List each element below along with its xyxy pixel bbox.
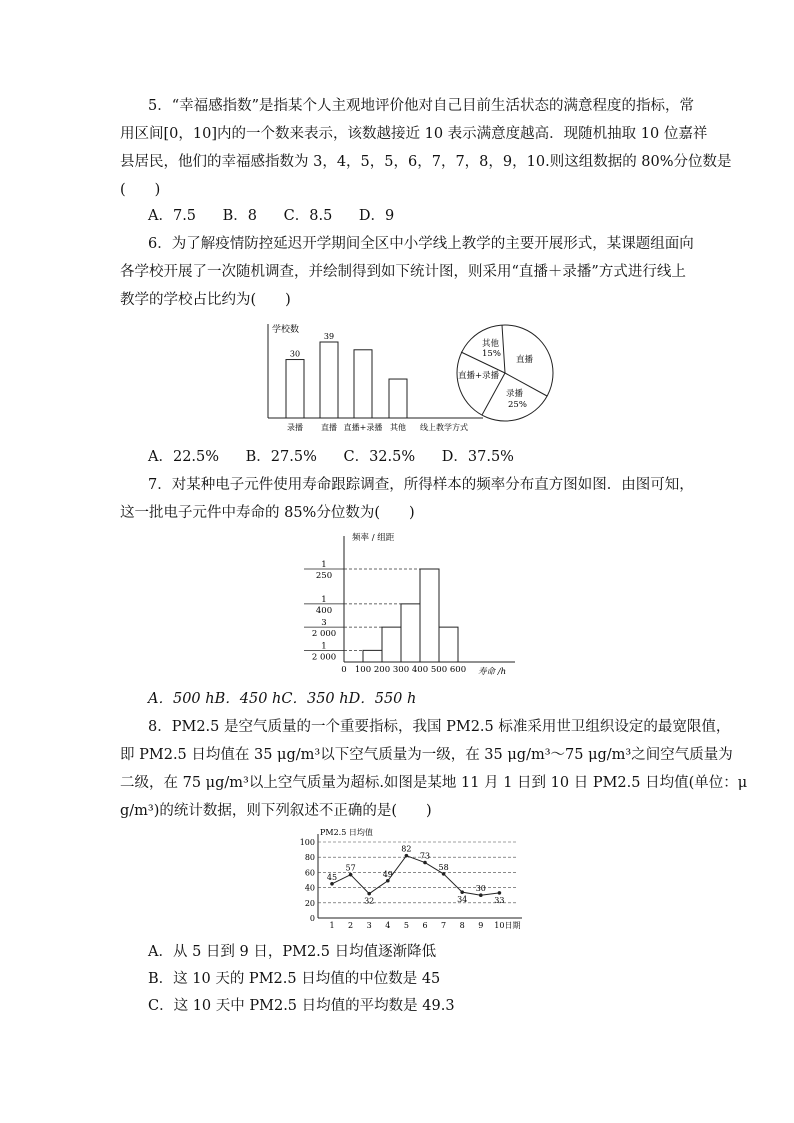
hist-xtick-3: 300 bbox=[392, 665, 410, 675]
q5-line-2: 用区间[0，10]内的一个数来表示，该数越接近 10 表示满意度越高．现随机抽取 10 位嘉祥 bbox=[120, 126, 708, 142]
line-ytick-2: 40 bbox=[304, 883, 315, 893]
line-value-label-2: 32 bbox=[364, 896, 375, 906]
hist-xtick-2: 200 bbox=[373, 665, 391, 675]
line-series bbox=[332, 856, 499, 896]
hist-bar-1 bbox=[382, 627, 401, 662]
line-xtick-5: 6 bbox=[422, 921, 428, 930]
line-value-label-7: 34 bbox=[457, 895, 468, 905]
line-xtick-3: 4 bbox=[385, 921, 391, 930]
q6-line-1: 6．为了解疫情防控延迟开学期间全区中小学线上教学的主要开展形式，某课题组面向 bbox=[148, 236, 694, 252]
q6-option-b: B．27.5% bbox=[245, 449, 317, 465]
pie-label-recorded: 录播 bbox=[506, 389, 524, 399]
line-ytick-4: 80 bbox=[304, 853, 315, 863]
q8-option-c: C．这 10 天中 PM2.5 日均值的平均数是 49.3 bbox=[148, 998, 455, 1014]
q6-option-c: C．32.5% bbox=[343, 449, 416, 465]
line-value-label-1: 57 bbox=[345, 863, 356, 873]
hist-ytick-num-3: 1 bbox=[321, 560, 327, 570]
line-ytick-0: 0 bbox=[309, 914, 315, 923]
line-point-7 bbox=[460, 890, 464, 894]
line-value-label-0: 45 bbox=[326, 872, 338, 882]
line-xtick-1: 2 bbox=[348, 921, 354, 930]
hist-bar-3 bbox=[420, 569, 439, 662]
line-value-label-4: 82 bbox=[401, 844, 412, 854]
q7-line-2: 这一批电子元件中寿命的 85%分位数为( ) bbox=[120, 505, 415, 521]
school-pie-chart bbox=[450, 318, 560, 428]
line-point-6 bbox=[442, 872, 446, 876]
hist-ytick-den-2: 400 bbox=[315, 605, 333, 616]
line-value-label-6: 58 bbox=[438, 862, 449, 872]
bar1-bar-0 bbox=[286, 360, 304, 418]
hist-ytick-num-2: 1 bbox=[321, 594, 327, 605]
hist-bar-0 bbox=[363, 650, 382, 662]
hist-ytick-den-0: 2 000 bbox=[311, 652, 337, 663]
line-point-2 bbox=[367, 892, 371, 896]
q6-line-3: 教学的学校占比约为( ) bbox=[120, 292, 291, 308]
hist-xtick-1: 100 bbox=[354, 665, 372, 675]
line-point-8 bbox=[479, 893, 483, 897]
q5-option-b: B．8 bbox=[222, 208, 258, 224]
q5-option-d: D．9 bbox=[358, 208, 395, 224]
q5-option-c: C．8.5 bbox=[283, 208, 333, 224]
line-xtick-4: 5 bbox=[403, 921, 409, 930]
q6-option-a: A．22.5% bbox=[148, 449, 220, 465]
bar1-value-label-1: 39 bbox=[323, 332, 335, 341]
hist-title: 频率 / 组距 bbox=[352, 533, 395, 543]
q5-line-3: 县居民，他们的幸福感指数为 3，4，5，5，6，7，7，8，9，10.则这组数据的 80%分位数是 bbox=[120, 154, 732, 170]
line-point-0 bbox=[330, 882, 334, 886]
line-xtick-2: 3 bbox=[366, 921, 372, 930]
hist-xtick-0: 0 bbox=[341, 665, 347, 675]
line-ytick-5: 100 bbox=[299, 838, 315, 847]
q6-option-d: D．37.5% bbox=[441, 449, 514, 465]
pie-label-live: 直播 bbox=[516, 355, 534, 365]
q8-line-3: 二级，在 75 μg/m³以上空气质量为超标.如图是某地 11 月 1 日到 10 日 PM2.5 日均值(单位：μ bbox=[120, 775, 748, 791]
line-value-label-8: 30 bbox=[475, 884, 486, 894]
pm25-line-chart bbox=[290, 826, 530, 936]
line-xtick-0: 1 bbox=[329, 921, 335, 930]
bar1-y-label: 学校数 bbox=[272, 325, 300, 335]
pie-label-other: 其他 bbox=[482, 339, 500, 349]
line-value-label-9: 33 bbox=[494, 895, 505, 905]
line-value-label-3: 49 bbox=[382, 869, 393, 879]
hist-ytick-den-3: 250 bbox=[315, 571, 333, 581]
bar1-category-3: 其他 bbox=[390, 423, 406, 432]
lifetime-histogram bbox=[300, 528, 520, 678]
line-point-4 bbox=[405, 854, 409, 858]
q5-options bbox=[148, 206, 416, 226]
bar1-category-1: 直播 bbox=[321, 423, 337, 432]
line-point-3 bbox=[386, 879, 390, 883]
line-xtick-7: 8 bbox=[459, 921, 465, 930]
line-xtick-6: 7 bbox=[441, 921, 447, 930]
line-point-1 bbox=[349, 873, 353, 877]
hist-xtick-4: 400 bbox=[411, 665, 429, 675]
line-ytick-1: 20 bbox=[304, 898, 315, 908]
hist-bar-4 bbox=[439, 627, 458, 662]
q5-option-a: A．7.5 bbox=[148, 208, 197, 224]
bar1-x-label: 线上教学方式 bbox=[420, 423, 468, 432]
q8-option-a: A．从 5 日到 9 日，PM2.5 日均值逐渐降低 bbox=[148, 944, 437, 960]
bar1-value-label-0: 30 bbox=[289, 349, 301, 359]
q8-line-4: g/m³)的统计数据，则下列叙述不正确的是( ) bbox=[120, 803, 432, 819]
hist-xtick-6: 600 bbox=[449, 665, 467, 675]
hist-xtick-5: 500 bbox=[430, 665, 448, 675]
line-xtick-8: 9 bbox=[478, 921, 484, 930]
pie-divider-1 bbox=[502, 325, 505, 373]
q8-line-1: 8．PM2.5 是空气质量的一个重要指标，我国 PM2.5 标准采用世卫组织设定的最宽限值， bbox=[148, 719, 731, 735]
line-xtick-9: 10日期 bbox=[494, 921, 521, 930]
q6-options bbox=[148, 447, 536, 467]
bar1-bar-3 bbox=[389, 379, 407, 418]
bar1-category-0: 录播 bbox=[287, 423, 303, 432]
bar1-bar-1 bbox=[320, 342, 338, 418]
q7-options: A．500 hB．450 hC．350 hD．550 h bbox=[148, 691, 417, 707]
pie-label-live-recorded: 直播+录播 bbox=[458, 371, 500, 381]
line-value-label-5: 73 bbox=[419, 851, 431, 861]
bar1-bar-2 bbox=[354, 350, 372, 418]
hist-bar-2 bbox=[401, 604, 420, 662]
hist-ytick-num-1: 3 bbox=[321, 618, 327, 629]
hist-ytick-num-0: 1 bbox=[321, 641, 327, 652]
q8-option-b: B．这 10 天的 PM2.5 日均值的中位数是 45 bbox=[148, 971, 441, 987]
q7-line-1: 7．对某种电子元件使用寿命跟踪调查，所得样本的频率分布直方图如图．由图可知， bbox=[148, 477, 694, 493]
line-point-9 bbox=[498, 891, 502, 895]
bar1-category-2: 直播+录播 bbox=[343, 423, 383, 432]
line-title: PM2.5 日均值 bbox=[320, 828, 373, 837]
hist-x-label: 寿命 /h bbox=[478, 667, 507, 677]
pie-pct-other: 15% bbox=[482, 349, 501, 359]
q5-line-4: ( ) bbox=[120, 182, 161, 198]
q6-line-2: 各学校开展了一次随机调查，并绘制得到如下统计图，则采用“直播＋录播”方式进行线上 bbox=[120, 264, 686, 280]
q5-line-1: 5．“幸福感指数”是指某个人主观地评价他对自己目前生活状态的满意程度的指标，常 bbox=[148, 98, 695, 114]
hist-ytick-den-1: 2 000 bbox=[311, 629, 337, 640]
line-ytick-3: 60 bbox=[304, 868, 315, 878]
q8-line-2: 即 PM2.5 日均值在 35 μg/m³以下空气质量为一级，在 35 μg/m³～75 μg/m³之间空气质量为 bbox=[120, 747, 733, 763]
pie-pct-recorded: 25% bbox=[508, 400, 527, 410]
line-point-5 bbox=[423, 861, 427, 865]
